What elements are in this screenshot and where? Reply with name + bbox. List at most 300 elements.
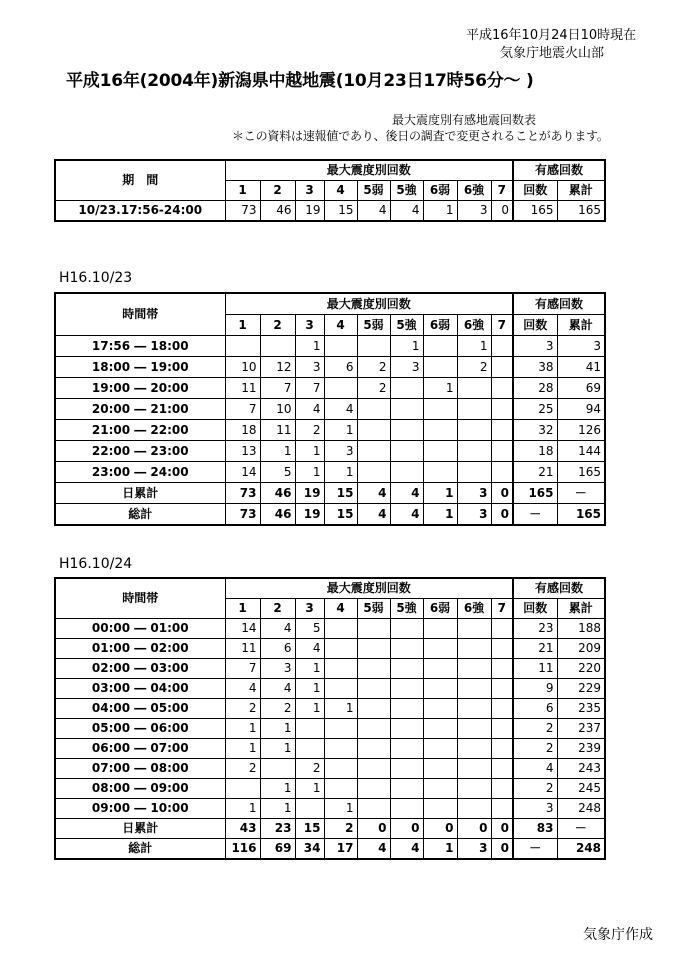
row-cell: 2 [513, 779, 557, 799]
row-cell [390, 779, 423, 799]
row-cell: 25 [513, 399, 557, 420]
row-period: 05:00 ― 06:00 [55, 719, 225, 739]
row-period: 09:00 ― 10:00 [55, 799, 225, 819]
row-period: 19:00 ― 20:00 [55, 378, 225, 399]
row-period: 20:00 ― 21:00 [55, 399, 225, 420]
row-cell: 19 [295, 504, 324, 526]
row-cell [357, 639, 390, 659]
row-cell: 9 [513, 679, 557, 699]
row-cell: 28 [513, 378, 557, 399]
row-cell: 1 [260, 739, 295, 759]
row-cell: 4 [225, 679, 260, 699]
row-cell [324, 719, 357, 739]
row-cell [491, 799, 513, 819]
row-cell: 1 [295, 779, 324, 799]
row-period: 04:00 ― 05:00 [55, 699, 225, 719]
row-cell [457, 420, 491, 441]
row-cell [491, 739, 513, 759]
row-cell [423, 399, 457, 420]
period-header: 期 間 [55, 160, 225, 201]
row-cell [457, 399, 491, 420]
row-period: 06:00 ― 07:00 [55, 739, 225, 759]
row-cell: 165 [557, 504, 605, 526]
row-cell: 12 [260, 357, 295, 378]
row-cell: 3 [295, 357, 324, 378]
row-cell: 3 [513, 336, 557, 357]
total-row [55, 483, 605, 504]
row-cell: 248 [557, 799, 605, 819]
row-cell: 14 [225, 462, 260, 483]
row-cell: 0 [457, 819, 491, 839]
intensity-header: 5弱 [357, 599, 390, 619]
felt-count-header: 有感回数 [513, 160, 605, 181]
row-cell [457, 799, 491, 819]
row-cell: 4 [513, 759, 557, 779]
row-cell [260, 336, 295, 357]
intensity-header: 6強 [457, 599, 491, 619]
table-row [55, 759, 605, 779]
row-cell: 3 [457, 201, 491, 222]
row-cell [390, 659, 423, 679]
intensity-header: 4 [324, 599, 357, 619]
row-cell: 245 [557, 779, 605, 799]
row-cell: 229 [557, 679, 605, 699]
row-cell: 1 [324, 799, 357, 819]
row-cell [357, 699, 390, 719]
row-cell: 7 [225, 399, 260, 420]
row-cell: 1 [295, 336, 324, 357]
row-cell [457, 639, 491, 659]
row-cell [457, 739, 491, 759]
row-cell: － [557, 483, 605, 504]
row-period: 18:00 ― 19:00 [55, 357, 225, 378]
row-cell: 11 [513, 659, 557, 679]
row-cell [324, 659, 357, 679]
row-cell [357, 441, 390, 462]
row-cell: 3 [324, 441, 357, 462]
row-cell: 19 [295, 201, 324, 222]
cumulative-header: 累計 [557, 315, 605, 336]
report-timestamp: 平成16年10月24日10時現在 [466, 28, 637, 43]
intensity-header: 2 [260, 315, 295, 336]
section-label-oct24: H16.10/24 [59, 556, 133, 572]
row-cell: 3 [557, 336, 605, 357]
row-cell: 6 [513, 699, 557, 719]
row-period: 08:00 ― 09:00 [55, 779, 225, 799]
row-cell: 188 [557, 619, 605, 639]
intensity-header: 7 [491, 315, 513, 336]
row-cell: 21 [513, 639, 557, 659]
preliminary-note: ＊この資料は速報値であり、後日の調査で変更されることがあります。 [232, 129, 609, 143]
row-cell [225, 336, 260, 357]
row-cell: 1 [260, 719, 295, 739]
row-cell [423, 779, 457, 799]
row-cell [491, 639, 513, 659]
row-cell: 165 [513, 201, 557, 222]
row-cell [491, 441, 513, 462]
table-row [55, 719, 605, 739]
row-cell [260, 759, 295, 779]
intensity-header: 6強 [457, 181, 491, 201]
row-cell: 46 [260, 483, 295, 504]
row-cell: 1 [260, 799, 295, 819]
intensity-header: 1 [225, 315, 260, 336]
row-cell: 11 [225, 378, 260, 399]
total-row [55, 839, 605, 860]
row-cell [357, 420, 390, 441]
row-cell [423, 336, 457, 357]
row-cell: 165 [513, 483, 557, 504]
table-row [55, 420, 605, 441]
row-cell: 4 [390, 483, 423, 504]
row-cell: 13 [225, 441, 260, 462]
table-row [55, 679, 605, 699]
row-cell: 237 [557, 719, 605, 739]
row-cell: 7 [295, 378, 324, 399]
row-cell: 1 [324, 420, 357, 441]
table-row [55, 201, 605, 222]
row-cell: 69 [557, 378, 605, 399]
table-row [55, 378, 605, 399]
row-cell: 3 [457, 483, 491, 504]
row-period: 01:00 ― 02:00 [55, 639, 225, 659]
total-row [55, 819, 605, 839]
row-cell: 3 [260, 659, 295, 679]
row-cell: 4 [357, 483, 390, 504]
intensity-header: 3 [295, 599, 324, 619]
max-intensity-header: 最大震度別回数 [225, 160, 513, 181]
row-cell: 4 [260, 619, 295, 639]
row-cell [423, 679, 457, 699]
row-cell [357, 399, 390, 420]
row-cell [423, 799, 457, 819]
row-cell [357, 619, 390, 639]
row-cell: 1 [423, 504, 457, 526]
row-period: 17:56 ― 18:00 [55, 336, 225, 357]
row-cell [423, 659, 457, 679]
cumulative-header: 累計 [557, 181, 605, 201]
row-period: 日累計 [55, 483, 225, 504]
row-cell: 1 [423, 201, 457, 222]
row-cell: 43 [225, 819, 260, 839]
row-cell: 6 [260, 639, 295, 659]
row-cell: 15 [295, 819, 324, 839]
row-cell: 243 [557, 759, 605, 779]
row-cell [491, 779, 513, 799]
table-row [55, 619, 605, 639]
row-cell: 1 [423, 378, 457, 399]
row-cell [324, 336, 357, 357]
row-cell: 235 [557, 699, 605, 719]
row-cell [423, 462, 457, 483]
table-subtitle: 最大震度別有感地震回数表 [392, 113, 537, 127]
row-cell: 4 [260, 679, 295, 699]
row-cell: 0 [423, 819, 457, 839]
row-cell: 165 [557, 201, 605, 222]
row-cell [457, 759, 491, 779]
intensity-header: 7 [491, 599, 513, 619]
count-header: 回数 [513, 315, 557, 336]
intensity-header: 5強 [390, 599, 423, 619]
row-cell [357, 759, 390, 779]
intensity-header: 2 [260, 599, 295, 619]
row-cell: 3 [513, 799, 557, 819]
row-cell: 5 [260, 462, 295, 483]
row-cell [491, 462, 513, 483]
row-cell: 2 [357, 357, 390, 378]
row-cell: 21 [513, 462, 557, 483]
row-cell: 7 [260, 378, 295, 399]
intensity-header: 5強 [390, 181, 423, 201]
row-cell: 41 [557, 357, 605, 378]
row-cell: 1 [423, 839, 457, 860]
row-period: 03:00 ― 04:00 [55, 679, 225, 699]
max-intensity-header: 最大震度別回数 [225, 578, 513, 599]
row-cell: 3 [457, 839, 491, 860]
row-cell: 220 [557, 659, 605, 679]
row-cell [491, 619, 513, 639]
row-cell [491, 378, 513, 399]
row-cell: 1 [295, 441, 324, 462]
row-cell: 5 [295, 619, 324, 639]
row-cell: 0 [491, 839, 513, 860]
row-cell [357, 659, 390, 679]
row-cell [357, 719, 390, 739]
period-header: 時間帯 [55, 293, 225, 336]
row-cell [390, 399, 423, 420]
summary-table [54, 159, 606, 222]
row-cell [457, 679, 491, 699]
intensity-header: 4 [324, 181, 357, 201]
row-cell: 4 [295, 639, 324, 659]
intensity-header: 1 [225, 181, 260, 201]
intensity-header: 6強 [457, 315, 491, 336]
count-header: 回数 [513, 599, 557, 619]
row-cell: 2 [295, 759, 324, 779]
row-cell: 2 [225, 759, 260, 779]
row-cell [390, 699, 423, 719]
intensity-header: 5強 [390, 315, 423, 336]
row-cell: 1 [390, 336, 423, 357]
intensity-header: 6弱 [423, 181, 457, 201]
table-row [55, 357, 605, 378]
row-cell: 10 [225, 357, 260, 378]
row-cell [295, 719, 324, 739]
intensity-header: 4 [324, 315, 357, 336]
row-cell [457, 378, 491, 399]
row-cell: 73 [225, 483, 260, 504]
row-cell: 14 [225, 619, 260, 639]
row-cell [357, 462, 390, 483]
intensity-header: 7 [491, 181, 513, 201]
row-cell [295, 799, 324, 819]
row-cell [324, 759, 357, 779]
row-cell [357, 679, 390, 699]
row-cell [390, 799, 423, 819]
row-cell: 1 [225, 719, 260, 739]
row-cell: 73 [225, 201, 260, 222]
row-cell [423, 639, 457, 659]
row-cell: 38 [513, 357, 557, 378]
row-period: 21:00 ― 22:00 [55, 420, 225, 441]
row-cell: － [557, 819, 605, 839]
row-cell [423, 357, 457, 378]
row-cell: 32 [513, 420, 557, 441]
intensity-header: 5弱 [357, 315, 390, 336]
intensity-header: 6弱 [423, 315, 457, 336]
row-period: 02:00 ― 03:00 [55, 659, 225, 679]
row-cell: 15 [324, 483, 357, 504]
intensity-header: 2 [260, 181, 295, 201]
page-title: 平成16年(2004年)新潟県中越地震(10月23日17時56分～ ) [66, 71, 534, 91]
row-cell [225, 779, 260, 799]
oct24-hourly-table [54, 577, 606, 860]
row-cell [457, 699, 491, 719]
row-cell: 2 [513, 739, 557, 759]
row-cell: 0 [491, 504, 513, 526]
row-cell: 116 [225, 839, 260, 860]
row-period: 22:00 ― 23:00 [55, 441, 225, 462]
table-row [55, 462, 605, 483]
row-cell [457, 619, 491, 639]
oct23-hourly-table [54, 292, 606, 526]
row-cell: 46 [260, 504, 295, 526]
row-cell: 239 [557, 739, 605, 759]
row-cell: 3 [390, 357, 423, 378]
row-cell: 83 [513, 819, 557, 839]
row-cell: 4 [390, 201, 423, 222]
row-cell [390, 420, 423, 441]
row-cell [491, 357, 513, 378]
row-cell: 165 [557, 462, 605, 483]
row-cell [324, 619, 357, 639]
row-cell [423, 420, 457, 441]
max-intensity-header: 最大震度別回数 [225, 293, 513, 315]
intensity-header: 5弱 [357, 181, 390, 201]
row-cell [491, 759, 513, 779]
felt-count-header: 有感回数 [513, 578, 605, 599]
row-cell: 4 [295, 399, 324, 420]
row-cell: 15 [324, 201, 357, 222]
row-cell: 1 [295, 679, 324, 699]
row-cell: 18 [225, 420, 260, 441]
row-cell: 17 [324, 839, 357, 860]
row-cell [390, 759, 423, 779]
row-cell: 11 [260, 420, 295, 441]
table-row [55, 441, 605, 462]
row-cell [457, 659, 491, 679]
row-cell [491, 699, 513, 719]
row-cell [423, 441, 457, 462]
row-cell: 1 [260, 441, 295, 462]
row-period: 総計 [55, 504, 225, 526]
row-cell [357, 799, 390, 819]
row-cell: 1 [324, 699, 357, 719]
row-cell: 2 [260, 699, 295, 719]
intensity-header: 3 [295, 315, 324, 336]
row-cell: 2 [457, 357, 491, 378]
row-cell [423, 619, 457, 639]
table-row [55, 639, 605, 659]
row-cell [423, 699, 457, 719]
row-cell: 126 [557, 420, 605, 441]
row-cell [357, 739, 390, 759]
row-cell [423, 719, 457, 739]
row-cell: 2 [324, 819, 357, 839]
row-cell: 73 [225, 504, 260, 526]
row-cell [324, 639, 357, 659]
row-cell: 0 [390, 819, 423, 839]
row-cell: 4 [357, 504, 390, 526]
row-cell [390, 441, 423, 462]
table-row [55, 799, 605, 819]
row-period: 総計 [55, 839, 225, 860]
row-cell: － [513, 504, 557, 526]
row-cell: 1 [295, 462, 324, 483]
row-cell [457, 441, 491, 462]
row-cell: 10 [260, 399, 295, 420]
row-cell [491, 399, 513, 420]
row-cell [423, 759, 457, 779]
row-cell [357, 779, 390, 799]
row-cell: 69 [260, 839, 295, 860]
row-cell [390, 619, 423, 639]
felt-count-header: 有感回数 [513, 293, 605, 315]
row-cell [324, 378, 357, 399]
row-cell: 3 [457, 504, 491, 526]
row-cell: 0 [357, 819, 390, 839]
row-cell: 0 [491, 201, 513, 222]
row-cell [491, 719, 513, 739]
intensity-header: 1 [225, 599, 260, 619]
row-cell: 94 [557, 399, 605, 420]
row-cell [457, 719, 491, 739]
row-cell [324, 739, 357, 759]
row-cell: 4 [324, 399, 357, 420]
intensity-header: 6弱 [423, 599, 457, 619]
issuing-department: 気象庁地震火山部 [500, 46, 605, 61]
row-cell: 11 [225, 639, 260, 659]
row-cell: 1 [295, 699, 324, 719]
row-cell: 34 [295, 839, 324, 860]
row-cell [390, 378, 423, 399]
row-cell: 1 [225, 799, 260, 819]
row-cell [390, 679, 423, 699]
row-cell [423, 739, 457, 759]
row-cell [457, 462, 491, 483]
row-cell [491, 420, 513, 441]
cumulative-header: 累計 [557, 599, 605, 619]
row-cell: 23 [260, 819, 295, 839]
row-cell [390, 639, 423, 659]
row-cell: 0 [491, 819, 513, 839]
row-cell: 15 [324, 504, 357, 526]
row-period: 23:00 ― 24:00 [55, 462, 225, 483]
row-cell [457, 779, 491, 799]
intensity-header: 3 [295, 181, 324, 201]
row-cell: 2 [225, 699, 260, 719]
row-cell [324, 679, 357, 699]
table-row [55, 659, 605, 679]
section-label-oct23: H16.10/23 [59, 270, 133, 286]
row-cell [295, 739, 324, 759]
row-cell: 23 [513, 619, 557, 639]
count-header: 回数 [513, 181, 557, 201]
row-cell [357, 336, 390, 357]
table-row [55, 739, 605, 759]
row-cell: 4 [390, 839, 423, 860]
row-cell [390, 739, 423, 759]
